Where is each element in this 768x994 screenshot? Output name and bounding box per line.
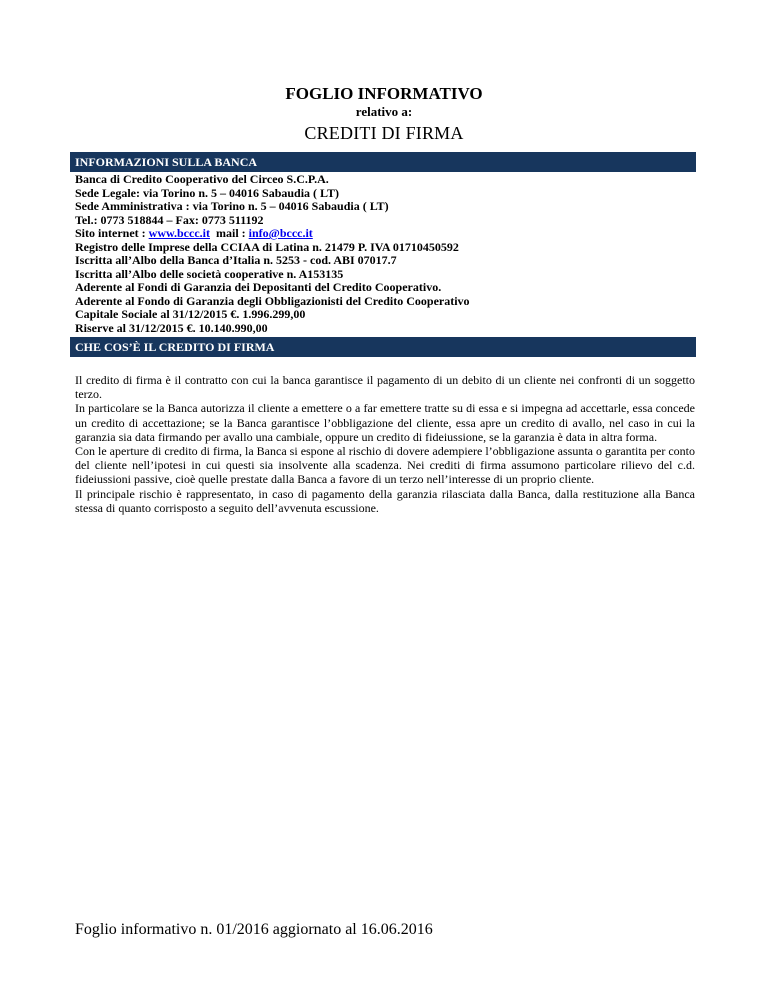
website-label: Sito internet :	[75, 226, 149, 240]
web-mail-line	[75, 227, 695, 241]
document-title: FOGLIO INFORMATIVO	[285, 84, 483, 103]
email-link[interactable]: info@bccc.it	[248, 226, 313, 240]
paragraph: Il principale rischio è rappresentato, in caso di pagamento della garanzia rilasciata dalla Banca, dalla restituzione alla Banca stessa di quanto corrisposto a seguito dell’avvenuta escussione.	[75, 486, 695, 515]
paragraph: Il credito di firma è il contratto con cui la banca garantisce il pagamento di un debito di un cliente nei confronti di un soggetto terzo.	[75, 373, 695, 402]
mail-label: mail :	[209, 226, 249, 240]
paragraph: Con le aperture di credito di firma, la Banca si espone al rischio di dovere adempiere l’obbligazione assunta o garantita per conto del cliente nell’ipotesi in cui questi sia insolvente alla scadenza. Nei crediti di firma assumono particolare rilievo del c.d. fideiussioni passive, cioè quelle prestate dalla Banca a favore di un terzo nell’interesse di un proprio cliente.	[75, 444, 695, 487]
bank-albo-registration: Iscritta all’Albo della Banca d’Italia n. 5253 - cod. ABI 07017.7	[75, 253, 397, 267]
bondholders-fund: Aderente al Fondo di Garanzia degli Obbligazionisti del Credito Cooperativo	[75, 293, 470, 308]
section-heading-credit-definition: CHE COS’È IL CREDITO DI FIRMA	[70, 337, 696, 357]
phone-fax: Tel.: 0773 518844 – Fax: 0773 511192	[75, 212, 264, 227]
document-subtitle: relativo a:	[355, 104, 413, 119]
website-link[interactable]: www.bccc.it	[148, 226, 210, 240]
legal-seat: Sede Legale: via Torino n. 5 – 04016 Sabaudia ( LT)	[75, 185, 339, 200]
section-heading-bank-info: INFORMAZIONI SULLA BANCA	[70, 152, 696, 172]
business-registry: Registro delle Imprese della CCIAA di Latina n. 21479 P. IVA 01710450592	[75, 239, 459, 254]
coop-albo-registration: Iscritta all’Albo delle società cooperative n. A153135	[75, 266, 344, 281]
credit-description	[75, 373, 695, 515]
paragraph: In particolare se la Banca autorizza il cliente a emettere o a far emettere tratte su di essa e si impegna ad accettarle, essa concede un credito di accettazione; se la Banca garantisce l’obbligazione del cliente, essa apre un credito di avallo, nel caso in cui la garanzia sia data firmando per avallo una cambiale, oppure un credito di fideiussione, se la garanzia è data in altra forma.	[75, 401, 695, 444]
product-title: CREDITI DI FIRMA	[304, 123, 464, 143]
reserves: Riserve al 31/12/2015 €. 10.140.990,00	[75, 320, 268, 335]
document-header	[0, 84, 768, 144]
bank-name: Banca di Credito Cooperativo del Circeo S.C.P.A.	[75, 172, 329, 186]
depositors-fund: Aderente al Fondi di Garanzia dei Depositanti del Credito Cooperativo.	[75, 280, 442, 294]
admin-seat: Sede Amministrativa : via Torino n. 5 – 04016 Sabaudia ( LT)	[75, 199, 389, 213]
footer-note: Foglio informativo n. 01/2016 aggiornato al 16.06.2016	[75, 921, 433, 938]
share-capital: Capitale Sociale al 31/12/2015 €. 1.996.299,00	[75, 307, 306, 321]
bank-info-block	[75, 173, 695, 335]
